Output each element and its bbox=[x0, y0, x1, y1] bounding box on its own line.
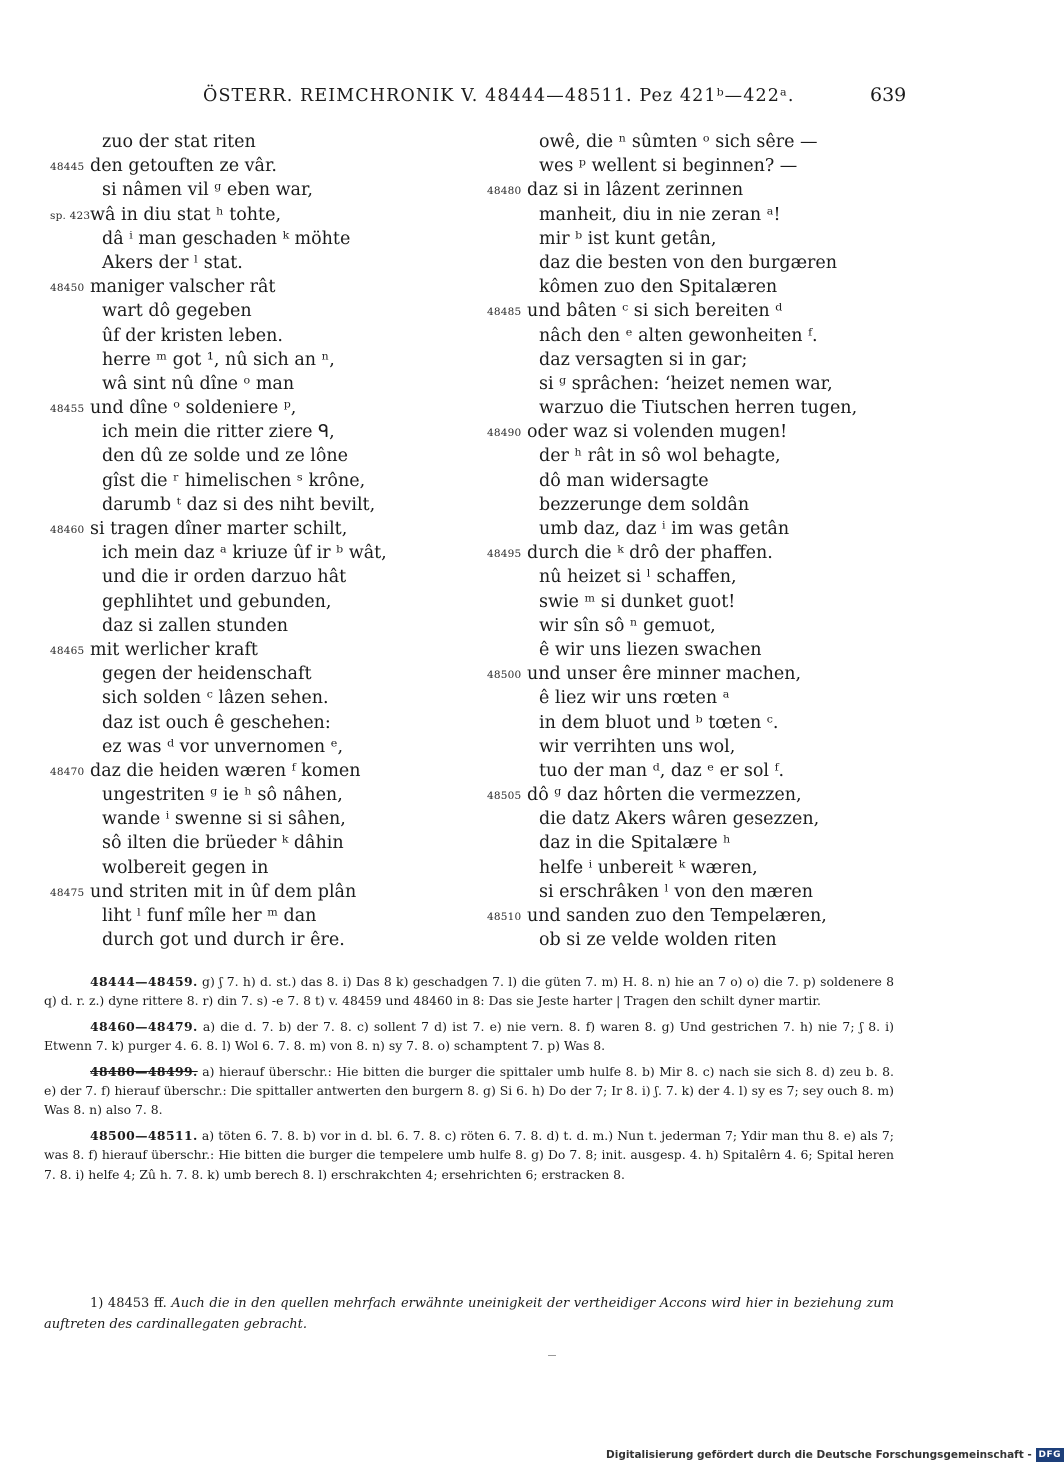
verse-line bbox=[487, 348, 907, 372]
verse-text: kômen zuo den Spitalæren bbox=[539, 277, 778, 298]
verse-line bbox=[50, 614, 470, 638]
verse-text: ûf der kristen leben. bbox=[102, 325, 283, 346]
verse-line bbox=[487, 251, 907, 275]
verse-text: wâ sint nû dîne ᵒ man bbox=[102, 373, 295, 394]
verse-line bbox=[50, 686, 470, 710]
verse-line bbox=[487, 227, 907, 251]
verse-line bbox=[487, 541, 907, 565]
verse-line bbox=[50, 420, 470, 444]
verse-text: gephlihtet und gebunden, bbox=[102, 591, 332, 612]
separator-mark bbox=[548, 1355, 556, 1356]
verse-line bbox=[487, 275, 907, 299]
verse-line bbox=[50, 880, 470, 904]
verse-line bbox=[487, 686, 907, 710]
apparatus-text: g) ʃ 7. h) d. st.) das 8. i) Das 8 k) geschadgen 7. l) die güten 7. m) H. 8. n) hie an 7 o) o) die 7. p) soldenere 8 q) d. r. z.) dyne rittere 8. r) din 7. s) -e 7. 8 t) v. 48459 und 48460 in 8: Das sie Jeste harter | Tragen den schilt dyner martir. bbox=[44, 974, 894, 1009]
verse-line bbox=[487, 517, 907, 541]
verse-line bbox=[50, 324, 470, 348]
verse-line bbox=[487, 662, 907, 686]
verse-line bbox=[487, 178, 907, 202]
verse-line bbox=[487, 783, 907, 807]
verse-text: und sanden zuo den Tempelæren, bbox=[527, 906, 827, 926]
line-number: 48495 bbox=[487, 548, 522, 561]
verse-line bbox=[487, 299, 907, 323]
verse-text: ob si ze velde wolden riten bbox=[539, 930, 777, 951]
verse-text: wâ in diu stat ʰ tohte, bbox=[90, 204, 282, 225]
verse-line bbox=[487, 493, 907, 517]
line-number: 48445 bbox=[50, 161, 85, 174]
apparatus-range: 48460—48479. bbox=[90, 1018, 198, 1034]
verse-line bbox=[487, 444, 907, 468]
line-number: 48485 bbox=[487, 306, 522, 319]
verse-text: in dem bluot und ᵇ tœten ᶜ. bbox=[539, 712, 779, 733]
left-verse-column bbox=[50, 130, 470, 952]
verse-line bbox=[50, 590, 470, 614]
apparatus-text: a) die d. 7. b) der 7. 8. c) sollent 7 d) ist 7. e) nie vern. 8. f) waren 8. g) Und gestrichen 7. h) nie 7; ʃ 8. i) Etwenn 7. k) purger 4. 6. 8. l) Wol 6. 7. 8. m) von 8. n) sy 7. 8. o) schamptent 7. p) Was 8. bbox=[44, 1018, 894, 1054]
verse-text: wande ⁱ swenne si si sâhen, bbox=[102, 809, 346, 830]
verse-text: daz versagten si in gar; bbox=[539, 349, 748, 370]
line-number: 48475 bbox=[50, 886, 85, 899]
verse-text: swie ᵐ si dunket guot! bbox=[539, 591, 736, 612]
verse-line bbox=[50, 396, 470, 420]
line-number: 48450 bbox=[50, 282, 85, 295]
verse-line bbox=[50, 759, 470, 783]
verse-text: bezzerunge dem soldân bbox=[539, 494, 750, 515]
verse-text: wart dô gegeben bbox=[102, 301, 252, 322]
verse-line bbox=[487, 130, 907, 154]
verse-text: wolbereit gegen in bbox=[102, 857, 269, 878]
verse-text: nû heizet si ˡ schaffen, bbox=[539, 567, 737, 588]
apparatus-range: 48500—48511. bbox=[90, 1127, 198, 1143]
verse-text: si ᵍ sprâchen: ʻheizet nemen war, bbox=[539, 373, 833, 394]
apparatus-entry bbox=[44, 1017, 894, 1056]
verse-text: helfe ⁱ unbereit ᵏ wæren, bbox=[539, 857, 758, 878]
verse-line bbox=[50, 203, 470, 227]
critical-apparatus bbox=[44, 972, 894, 1190]
line-number: 48490 bbox=[487, 427, 522, 440]
apparatus-entry bbox=[44, 1126, 894, 1184]
verse-text: owê, die ⁿ sûmten ᵒ sich sêre — bbox=[539, 132, 818, 152]
verse-text: manheit, diu in nie zeran ᵃ! bbox=[539, 204, 781, 225]
verse-line bbox=[487, 565, 907, 589]
verse-line bbox=[487, 420, 907, 444]
funding-credit bbox=[606, 1447, 1064, 1463]
verse-text: und die ir orden darzuo hât bbox=[102, 567, 347, 588]
page-number: 639 bbox=[870, 84, 907, 106]
verse-text: dâ ⁱ man geschaden ᵏ möhte bbox=[102, 228, 351, 249]
verse-text: dô ᵍ daz hôrten die vermezzen, bbox=[527, 785, 802, 806]
apparatus-range: 48480—48499. bbox=[90, 1063, 198, 1079]
verse-text: gîst die ʳ himelischen ˢ krône, bbox=[102, 470, 366, 491]
verse-line bbox=[50, 711, 470, 735]
verse-text: nâch den ᵉ alten gewonheiten ᶠ. bbox=[539, 325, 818, 346]
verse-line bbox=[50, 565, 470, 589]
verse-line bbox=[50, 251, 470, 275]
verse-line bbox=[50, 493, 470, 517]
verse-text: die datz Akers wâren gesezzen, bbox=[539, 809, 820, 830]
verse-text: ich mein daz ᵃ kriuze ûf ir ᵇ wât, bbox=[102, 543, 387, 564]
footnote-text: Auch die in den quellen mehrfach erwähnte uneinigkeit der vertheidiger Accons wird hier in beziehung zum auftreten des cardinallegaten gebracht. bbox=[44, 1296, 895, 1332]
verse-text: Akers der ˡ stat. bbox=[102, 252, 243, 273]
verse-line bbox=[487, 638, 907, 662]
verse-text: darumb ᵗ daz si des niht bevilt, bbox=[102, 494, 376, 515]
verse-text: daz die heiden wæren ᶠ komen bbox=[90, 760, 361, 781]
verse-text: der ʰ rât in sô wol behagte, bbox=[539, 446, 781, 467]
verse-text: sich solden ᶜ lâzen sehen. bbox=[102, 688, 329, 709]
verse-text: mit werlicher kraft bbox=[90, 639, 258, 660]
verse-line bbox=[50, 299, 470, 323]
verse-line bbox=[487, 880, 907, 904]
verse-line bbox=[487, 154, 907, 178]
verse-text: und striten mit in ûf dem plân bbox=[90, 881, 357, 902]
verse-line bbox=[50, 348, 470, 372]
credit-text: Digitalisierung gefördert durch die Deutsche Forschungsgemeinschaft - bbox=[606, 1449, 1032, 1461]
verse-line bbox=[50, 372, 470, 396]
verse-text: durch die ᵏ drô der phaffen. bbox=[527, 543, 773, 564]
verse-text: si nâmen vil ᵍ eben war, bbox=[102, 180, 313, 201]
apparatus-entry bbox=[44, 972, 894, 1011]
verse-line bbox=[50, 154, 470, 178]
verse-text: daz ist ouch ê geschehen: bbox=[102, 712, 331, 733]
footnote-number: 1) 48453 ff. bbox=[90, 1296, 167, 1311]
verse-line bbox=[487, 711, 907, 735]
verse-text: gegen der heidenschaft bbox=[102, 664, 312, 685]
line-number: 48500 bbox=[487, 669, 522, 682]
verse-line bbox=[50, 807, 470, 831]
verse-line bbox=[50, 783, 470, 807]
verse-text: tuo der man ᵈ, daz ᵉ er sol ᶠ. bbox=[539, 760, 785, 781]
verse-text: wes ᵖ wellent si beginnen? — bbox=[539, 156, 798, 177]
verse-line bbox=[487, 831, 907, 855]
verse-text: daz in die Spitalære ʰ bbox=[539, 833, 731, 854]
apparatus-text: a) töten 6. 7. 8. b) vor in d. bl. 6. 7. 8. c) röten 6. 7. 8. d) t. d. m.) Nun t. jederman 7; Ydir man thu 8. e) als 7; was 8. f) hierauf überschr.: Hie bitten die burger die tempelere umb hulfe 8. g) Do 7. 8; init. ausgesp. 4. h) Spitalêrn 4. 6; Spital heren 7. 8. i) helfe 4; Zû h. 7. 8. k) umb berech 8. l) erschrakchten 4; ersehrichten 6; erstracken 8. bbox=[44, 1127, 894, 1182]
verse-text: wir sîn sô ⁿ gemuot, bbox=[539, 615, 716, 636]
verse-line bbox=[50, 178, 470, 202]
verse-line bbox=[50, 444, 470, 468]
verse-text: warzuo die Tiutschen herren tugen, bbox=[539, 398, 858, 419]
verse-line bbox=[50, 227, 470, 251]
apparatus-entry bbox=[44, 1062, 894, 1120]
verse-line bbox=[50, 928, 470, 952]
verse-line bbox=[487, 614, 907, 638]
apparatus-text: a) hierauf überschr.: Hie bitten die burger die spittaler umb hulfe 8. b) Mir 8. c) nach sie sich 8. d) zeu b. 8. e) der 7. f) hierauf überschr.: Die spittaller antwerten den burgern 8. g) Si 6. h) Do der 7; Ir 8. i) ʃ. 7. k) der 4. l) sy es 7; sey ouch 8. m) Was 8. n) also 7. 8. bbox=[44, 1063, 894, 1118]
verse-line bbox=[487, 203, 907, 227]
verse-text: durch got und durch ir êre. bbox=[102, 930, 345, 951]
verse-text: herre ᵐ got ¹, nû sich an ⁿ, bbox=[102, 349, 335, 370]
verse-line bbox=[487, 469, 907, 493]
verse-text: si erschrâken ˡ von den mæren bbox=[539, 881, 814, 902]
verse-text: daz si in lâzent zerinnen bbox=[527, 180, 744, 201]
line-number: 48465 bbox=[50, 644, 85, 657]
verse-text: ê liez wir uns rœten ᵃ bbox=[539, 688, 730, 709]
right-verse-column bbox=[487, 130, 907, 952]
verse-line bbox=[50, 541, 470, 565]
verse-line bbox=[50, 735, 470, 759]
line-number: 48460 bbox=[50, 524, 85, 536]
verse-line bbox=[50, 275, 470, 299]
verse-line bbox=[487, 735, 907, 759]
verse-text: und bâten ᶜ si sich bereiten ᵈ bbox=[527, 301, 783, 322]
line-number: 48505 bbox=[487, 790, 522, 803]
apparatus-range: 48444—48459. bbox=[90, 974, 198, 989]
line-number: 48455 bbox=[50, 403, 85, 416]
line-number: sp. 423 bbox=[50, 209, 91, 222]
verse-line bbox=[487, 590, 907, 614]
verse-line bbox=[50, 831, 470, 855]
line-number: 48510 bbox=[487, 911, 522, 923]
verse-line bbox=[487, 324, 907, 348]
verse-text: maniger valscher rât bbox=[90, 277, 276, 298]
verse-line bbox=[487, 904, 907, 928]
verse-text: ungestriten ᵍ ie ʰ sô nâhen, bbox=[102, 785, 343, 806]
verse-line bbox=[487, 396, 907, 420]
verse-line bbox=[487, 759, 907, 783]
verse-text: und unser êre minner machen, bbox=[527, 664, 802, 685]
verse-text: si tragen dîner marter schilt, bbox=[90, 519, 348, 539]
running-title: ÖSTERR. REIMCHRONIK V. 48444—48511. Pez 421ᵇ—422ᵃ. bbox=[203, 86, 795, 106]
verse-text: ich mein die ritter ziere ᑫ, bbox=[102, 422, 335, 443]
verse-text: sô ilten die brüeder ᵏ dâhin bbox=[102, 833, 344, 854]
verse-text: und dîne ᵒ soldeniere ᵖ, bbox=[90, 398, 297, 419]
verse-text: den dû ze solde und ze lône bbox=[102, 446, 349, 467]
verse-text: liht ˡ funf mîle her ᵐ dan bbox=[102, 906, 317, 926]
verse-text: ê wir uns liezen swachen bbox=[539, 639, 762, 660]
line-number: 48480 bbox=[487, 185, 522, 198]
verse-text: mir ᵇ ist kunt getân, bbox=[539, 228, 717, 249]
verse-line bbox=[487, 928, 907, 952]
verse-line bbox=[487, 856, 907, 880]
verse-line bbox=[50, 130, 470, 154]
verse-line bbox=[487, 807, 907, 831]
dfg-logo-icon: DFG bbox=[1036, 1448, 1064, 1462]
page-header bbox=[0, 86, 1000, 112]
verse-line bbox=[50, 517, 470, 541]
verse-text: den getouften ze vâr. bbox=[90, 156, 277, 177]
verse-line bbox=[50, 469, 470, 493]
verse-text: daz si zallen stunden bbox=[102, 615, 288, 636]
verse-text: zuo der stat riten bbox=[102, 132, 256, 152]
verse-line bbox=[487, 372, 907, 396]
line-number: 48470 bbox=[50, 765, 85, 778]
verse-text: umb daz, daz ⁱ im was getân bbox=[539, 519, 790, 539]
verse-line bbox=[50, 856, 470, 880]
verse-line bbox=[50, 638, 470, 662]
footnote bbox=[44, 1293, 894, 1335]
verse-text: oder waz si volenden mugen! bbox=[527, 422, 788, 443]
verse-line bbox=[50, 904, 470, 928]
verse-text: dô man widersagte bbox=[539, 470, 709, 491]
verse-text: wir verrihten uns wol, bbox=[539, 736, 736, 757]
verse-line bbox=[50, 662, 470, 686]
verse-text: daz die besten von den burgæren bbox=[539, 252, 838, 273]
verse-text: ez was ᵈ vor unvernomen ᵉ, bbox=[102, 736, 344, 757]
